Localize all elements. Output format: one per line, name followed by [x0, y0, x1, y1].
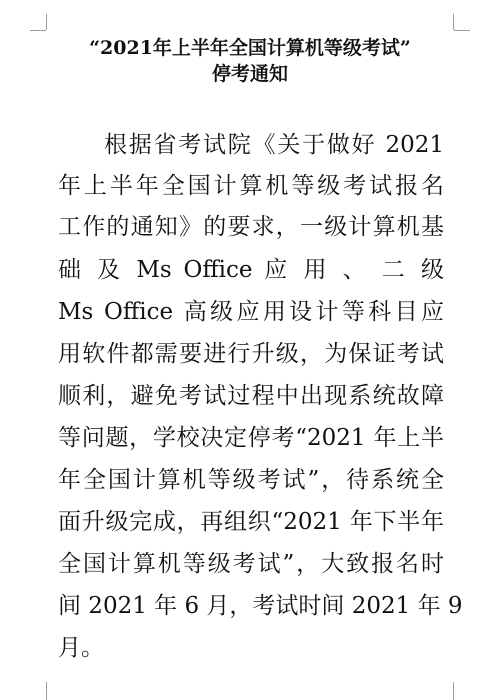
body-text-line: 全国计算机等级考试”，大致报名时 [58, 551, 444, 577]
corner-mark-bottom-right [453, 682, 454, 700]
body-text-line: 用软件都需要进行升级，为保证考试 [58, 341, 444, 367]
body-text-line: 等问题，学校决定停考“2021 年上半 [58, 425, 444, 451]
body-text-line: 面升级完成，再组织“2021 年下半年 [58, 509, 444, 535]
corner-mark-top-left [46, 14, 47, 30]
corner-mark-top-right [454, 30, 470, 31]
document-title: 停考通知 [211, 63, 288, 85]
body-text-line: 月。 [58, 635, 104, 661]
body-text-line: 工作的通知》的要求，一级计算机基 [58, 214, 444, 240]
body-text-line: 年全国计算机等级考试”，待系统全 [58, 467, 444, 493]
document-title: “2021年上半年全国计算机等级考试” [89, 37, 411, 59]
body-text-line: 础 及 Ms Office 应 用 、 二 级 [58, 257, 444, 283]
corner-mark-bottom-left [46, 682, 47, 700]
body-text-line: Ms Office 高级应用设计等科目应 [58, 299, 444, 325]
corner-mark-top-right [453, 14, 454, 30]
body-text-line: 间 2021 年 6 月，考试时间 2021 年 9 [58, 593, 463, 619]
body-text-line: 顺利，避免考试过程中出现系统故障 [58, 383, 444, 409]
body-text-line: 年上半年全国计算机等级考试报名 [58, 173, 444, 199]
corner-mark-top-left [30, 30, 46, 31]
body-text-line: 根据省考试院《关于做好 2021 [104, 132, 444, 158]
